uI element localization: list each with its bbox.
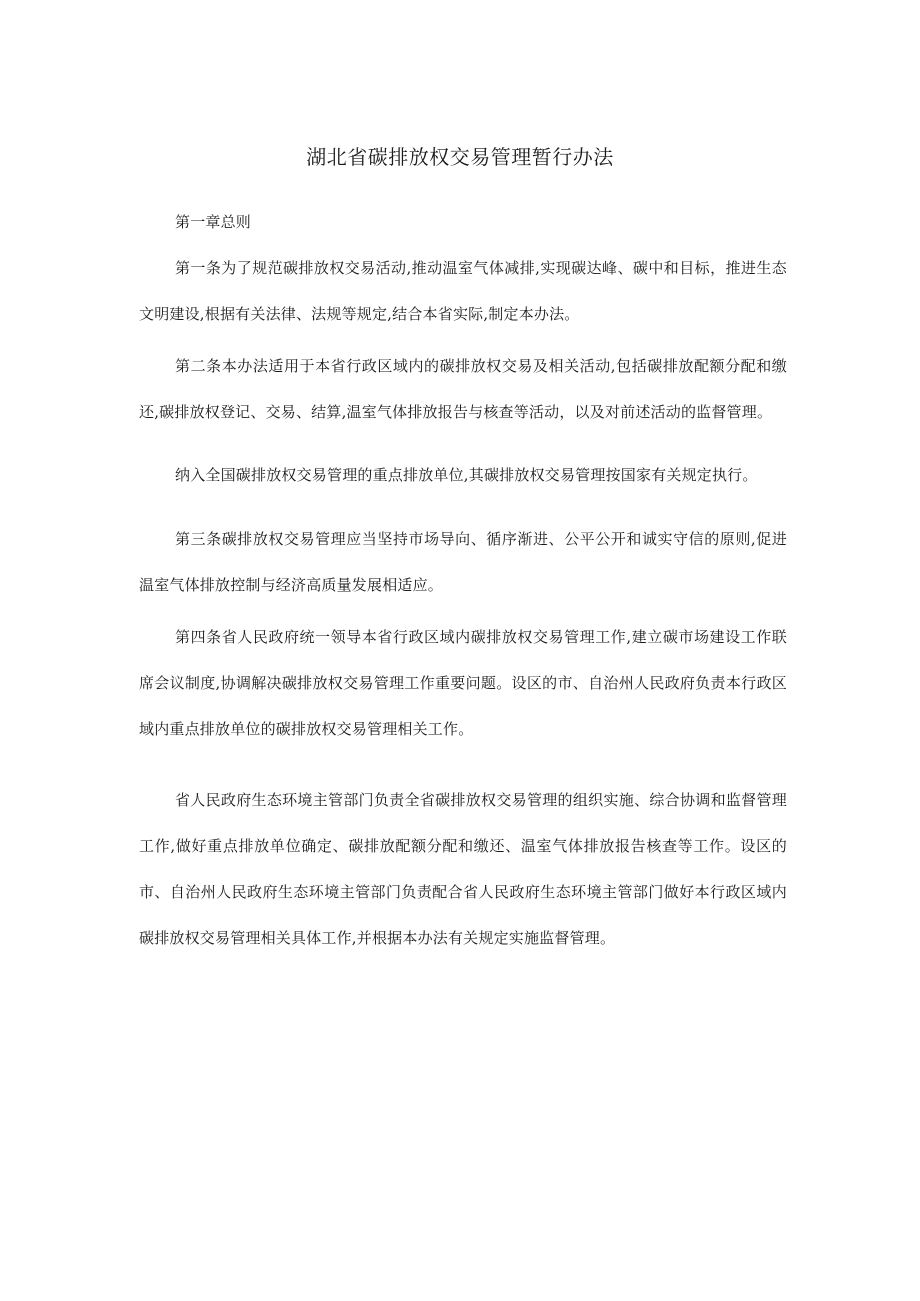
chapter-heading: 第一章总则	[175, 213, 252, 231]
article-1-paragraph: 第一条为了规范碳排放权交易活动,推动温室气体减排,实现碳达峰、碳中和目标，推进生态文明建设,根据有关法律、法规等规定,结合本省实际,制定本办法。	[139, 259, 787, 323]
article-4-supplement-paragraph: 省人民政府生态环境主管部门负责全省碳排放权交易管理的组织实施、综合协调和监督管理工作,做好重点排放单位确定、碳排放配额分配和缴还、温室气体排放报告核查等工作。设区的市、自治州人民政府生态环境主管部门负责配合省人民政府生态环境主管部门做好本行政区域内碳排放权交易管理相关具体工作,并根据本办法有关规定实施监督管理。	[139, 791, 787, 947]
article-2-paragraph: 第二条本办法适用于本省行政区域内的碳排放权交易及相关活动,包括碳排放配额分配和缴还,碳排放权登记、交易、结算,温室气体排放报告与核查等活动，以及对前述活动的监督管理。	[139, 357, 787, 421]
article-4-paragraph: 第四条省人民政府统一领导本省行政区域内碳排放权交易管理工作,建立碳市场建设工作联席会议制度,协调解决碳排放权交易管理工作重要问题。设区的市、自治州人民政府负责本行政区域内重点排放单位的碳排放权交易管理相关工作。	[139, 628, 787, 738]
document-title: 湖北省碳排放权交易管理暂行办法	[306, 145, 614, 169]
article-3-paragraph: 第三条碳排放权交易管理应当坚持市场导向、循序渐进、公平公开和诚实守信的原则,促进温室气体排放控制与经济高质量发展相适应。	[139, 530, 787, 594]
article-2-supplement-paragraph: 纳入全国碳排放权交易管理的重点排放单位,其碳排放权交易管理按国家有关规定执行。	[175, 466, 758, 484]
